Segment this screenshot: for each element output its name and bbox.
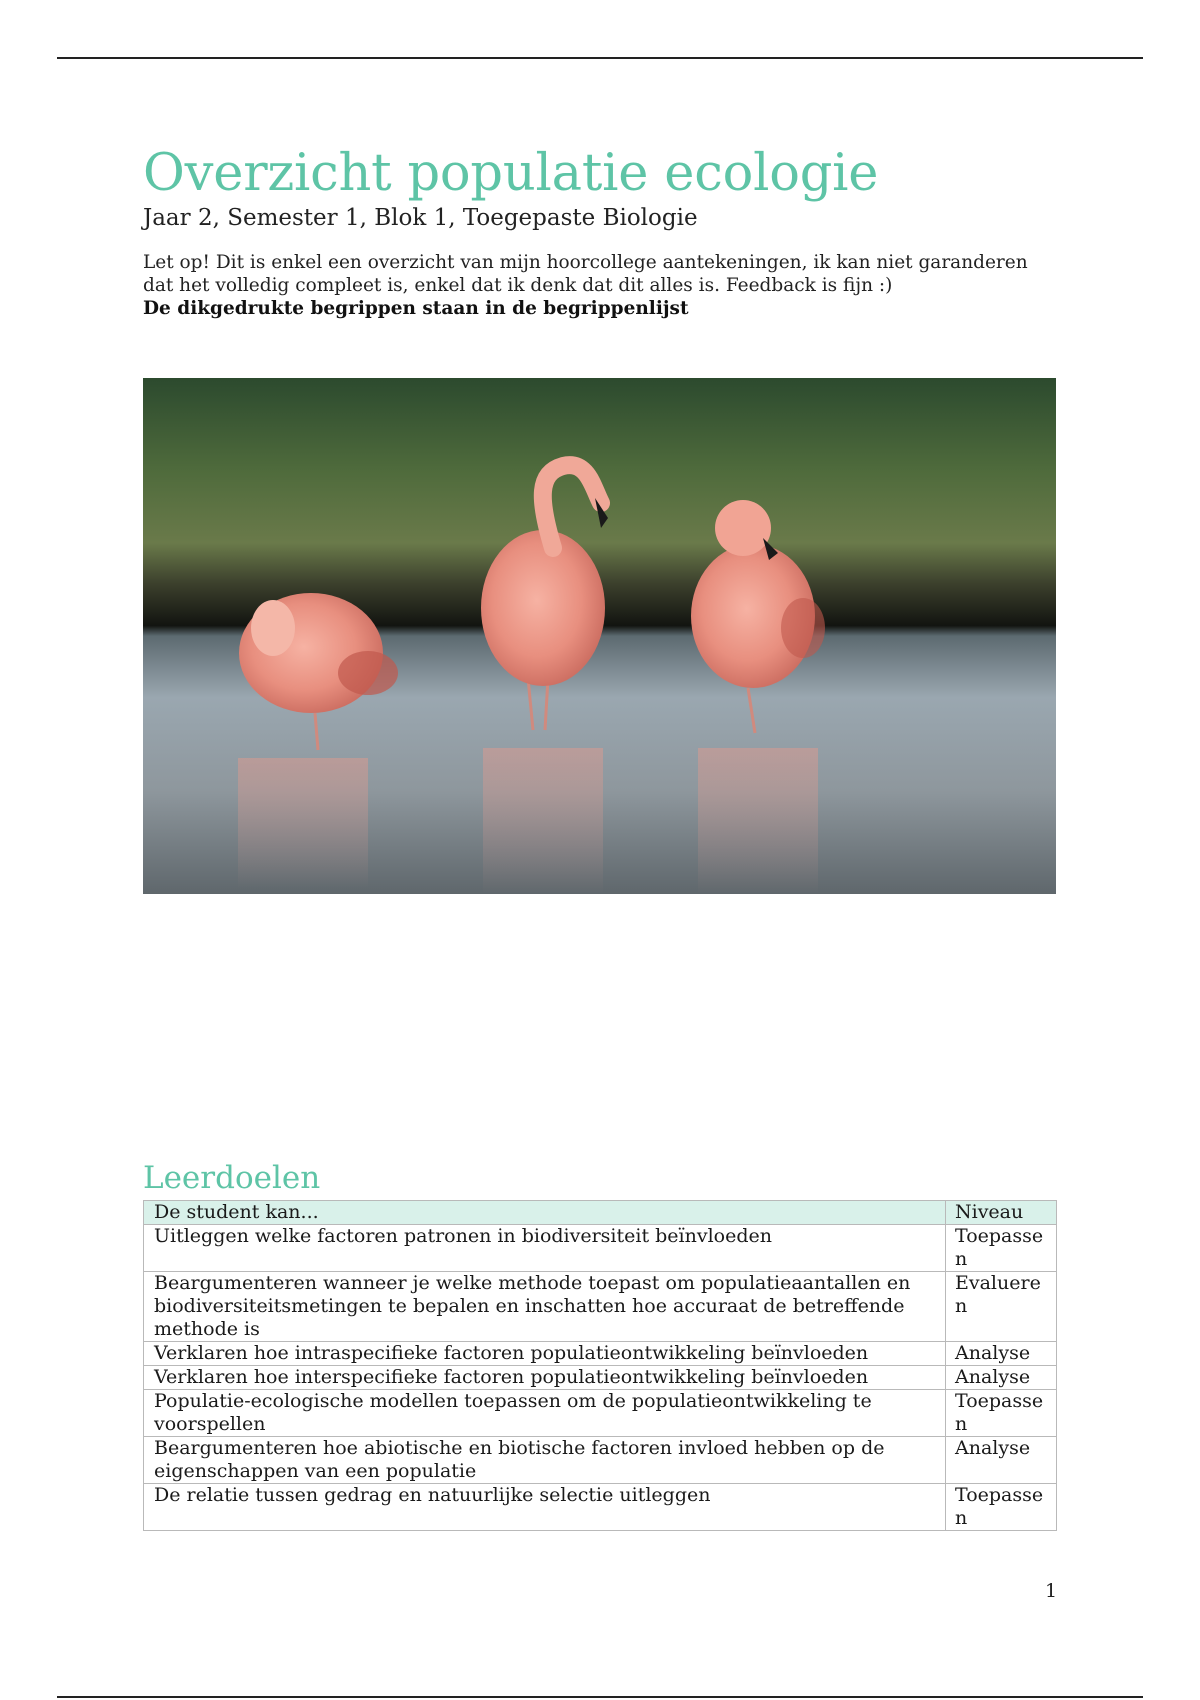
page-number: 1 <box>1045 1580 1058 1602</box>
goal-cell: Verklaren hoe interspecifieke factoren populatieontwikkeling beïnvloeden <box>144 1366 946 1390</box>
document-page <box>143 130 1058 1529</box>
section-heading-leerdoelen: Leerdoelen <box>143 1160 321 1196</box>
table-row <box>144 1437 1057 1484</box>
document-subtitle: Jaar 2, Semester 1, Blok 1, Toegepaste Biologie <box>143 205 698 232</box>
goal-cell: Verklaren hoe intraspecifieke factoren populatieontwikkeling beïnvloeden <box>144 1342 946 1366</box>
header-rule <box>57 57 1143 59</box>
goal-cell: Beargumenteren wanneer je welke methode toepast om populatieaantallen en biodiversiteitsmetingen te bepalen en inschatten hoe accuraat de betreffende methode is <box>144 1272 946 1342</box>
level-cell: Evalueren <box>946 1272 1057 1342</box>
column-header-level: Niveau <box>946 1201 1057 1225</box>
column-header-goal: De student kan... <box>144 1201 946 1225</box>
level-cell: Toepassen <box>946 1225 1057 1272</box>
goal-cell: De relatie tussen gedrag en natuurlijke selectie uitleggen <box>144 1484 946 1531</box>
document-title: Overzicht populatie ecologie <box>143 144 879 203</box>
level-cell: Toepassen <box>946 1484 1057 1531</box>
table-row <box>144 1366 1057 1390</box>
goal-cell: Uitleggen welke factoren patronen in biodiversiteit beïnvloeden <box>144 1225 946 1272</box>
intro-bold-text: De dikgedrukte begrippen staan in de begrippenlijst <box>143 298 689 320</box>
table-row <box>144 1225 1057 1272</box>
level-cell: Analyse <box>946 1366 1057 1390</box>
table-header-row <box>144 1201 1057 1225</box>
table-row <box>144 1272 1057 1342</box>
table-row <box>144 1390 1057 1437</box>
footer-rule <box>57 1696 1143 1698</box>
level-cell: Analyse <box>946 1437 1057 1484</box>
goal-cell: Beargumenteren hoe abiotische en biotische factoren invloed hebben op de eigenschappen van een populatie <box>144 1437 946 1484</box>
table-row <box>144 1484 1057 1531</box>
level-cell: Toepassen <box>946 1390 1057 1437</box>
goals-table <box>143 1200 1057 1531</box>
intro-text: Let op! Dit is enkel een overzicht van mijn hoorcollege aantekeningen, ik kan niet garanderen dat het volledig compleet is, enkel dat ik denk dat dit alles is. Feedback is fijn :) <box>143 252 1028 297</box>
flamingo-photo <box>143 378 1056 894</box>
level-cell: Analyse <box>946 1342 1057 1366</box>
table-row <box>144 1342 1057 1366</box>
goal-cell: Populatie-ecologische modellen toepassen om de populatieontwikkeling te voorspellen <box>144 1390 946 1437</box>
